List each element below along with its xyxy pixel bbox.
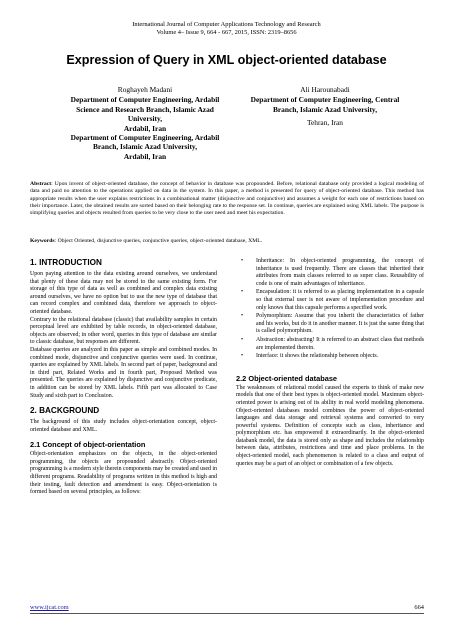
abstract-label: Abstract bbox=[30, 181, 52, 187]
affiliation-line: Ardabil, Iran bbox=[123, 123, 167, 133]
intro-paragraph-2: Contrary to the relational database (classic) that availability samples in certain perceptual level are exhibited by table records, in object-oriented database, objects are observed; in other word, queries in this type of database are similar to classic database, but responses are different. bbox=[30, 316, 217, 346]
bullet-icon: • bbox=[241, 289, 244, 296]
page-number: 664 bbox=[414, 604, 424, 611]
abstract bbox=[30, 181, 424, 217]
right-column bbox=[236, 258, 424, 468]
affiliation-line: University, bbox=[127, 114, 163, 124]
left-column bbox=[30, 258, 217, 497]
journal-header bbox=[0, 21, 453, 37]
list-item bbox=[236, 353, 424, 361]
affiliation-line: Ardabil, Iran bbox=[123, 151, 167, 161]
list-item bbox=[236, 258, 424, 288]
affiliation-line: Branch, Islamic Azad University, bbox=[272, 104, 378, 114]
author-affiliation bbox=[240, 95, 410, 114]
abstract-text: : Upon invent of object-oriented database, the concept of behavior in database was propounded. Before, relational database only provided a logical modeling of data and paid no attention to the operations applied on data in the system. In this paper, a method is presented for query of object-oriented database. This method has appropriate results when the user explains restrictions in a combinational matter (disjunctive and conjunctive) and assumes a weight for each one of restrictions based on their importance. Later, the obtained results are sorted based on their belonging rate to the response set. In continue, queries are explained using XML labels. The purpose is simplifying queries and objects resulted from queries to be very close to the user need and meet his expectation. bbox=[30, 181, 424, 217]
background-paragraph: The background of this study includes object-orientation concept, object-oriented database and XML. bbox=[30, 419, 217, 433]
intro-paragraph-3: Database queries are analyzed in this paper as simple and combined modes. In combined mode, disjunctive and conjunctive queries were used. In continue, queries are explained by XML labels. In second part of paper, background and in third part, Related Works and in fourth part, Proposed Method was presented. The queries are explained by disjunctive and conjunctive predicate, in addition can be stored by XML labels. Fifth part was allocated to Case Study and sixth part to Conclusion. bbox=[30, 346, 217, 399]
footer-divider bbox=[30, 613, 424, 614]
footer-link[interactable]: www.ijcat.com bbox=[30, 604, 69, 611]
section-heading-introduction: 1. INTRODUCTION bbox=[30, 258, 102, 267]
affiliation-line: Department of Computer Engineering, Ardabil bbox=[70, 95, 220, 105]
keywords-text: : Object Oriented, disjunctive queries, conjunctive queries, object-oriented database, XML. bbox=[54, 238, 263, 244]
list-item bbox=[236, 337, 424, 352]
journal-volume: Volume 4– Issue 9, 664 - 667, 2015, ISSN: 2319–8656 bbox=[156, 29, 297, 36]
author-name: Roghayeh Madani bbox=[117, 85, 173, 94]
intro-paragraph-1: Upon paying attention to the data existing around ourselves, we understand that plenty of these data may not be stored to the same existing form. For storage of this type of data as well as combined and complex data existing around ourselves, we have no option but to use the new type of database that can record complex and combined data, therefore we approach to object-oriented database. bbox=[30, 271, 217, 315]
bullet-icon: • bbox=[241, 313, 244, 320]
author-block-2 bbox=[240, 85, 410, 128]
list-item-text: Abstraction: abstracting! It is referred to an abstract class that methods are implemented therein. bbox=[256, 336, 424, 351]
affiliation-line: Science and Research Branch, Islamic Azad bbox=[76, 104, 214, 114]
author-affiliation bbox=[60, 95, 230, 161]
keywords bbox=[30, 238, 424, 245]
principles-list bbox=[236, 258, 424, 361]
affiliation-line: Department of Computer Engineering, Ardabil bbox=[70, 133, 220, 143]
oodb-paragraph: The weaknesses of relational model caused the experts to think of make new models that one of their best types is object-oriented model. Maximum object-oriented power is arising out of its ability in real world modeling phenomena. Object-oriented databases model combines the power of object-oriented languages and data storage and retrieval systems and converted to very powerful systems. Definition of concepts such as class, inheritance and polymorphism etc. has empowered it extraordinarily. In the object-oriented databank model, the data is stored only as shape and includes the relationship between data, attributes, restrictions and time and place problems. In the object-oriented model, each phenomenon is related to a class and output of queries may be a part of an object or combination of a few objects. bbox=[236, 384, 424, 467]
paper-title: Expression of Query in XML object-oriented database bbox=[66, 53, 387, 67]
bullet-icon: • bbox=[241, 353, 244, 360]
subsection-heading-oodb: 2.2 Object-oriented database bbox=[236, 373, 338, 383]
concept-paragraph: Object-orientation emphasizes on the objects, in the object-oriented programming, the objects are propounded abstractly. Object-oriented programming is a modern style therein components may be created and used in different programs. Readability of programs written in this method is high and their testing, fault detection and amendment is easy. Object-orientation is formed based on several principles, as follows: bbox=[30, 451, 217, 496]
bullet-icon: • bbox=[241, 258, 244, 264]
list-item-text: Inheritance: In object-oriented programming, the concept of inheritance is used frequently. There are classes that inherited their attributes from main classes referred to as super class. Reusability of code is one of main advantages of inheritance. bbox=[256, 258, 424, 287]
list-item-text: Interface: it shows the relationship between objects. bbox=[256, 353, 379, 360]
keywords-label: Keywords bbox=[30, 238, 55, 244]
journal-name: International Journal of Computer Applications Technology and Research bbox=[132, 21, 321, 28]
bullet-icon: • bbox=[241, 336, 244, 343]
list-item bbox=[236, 313, 424, 336]
affiliation-line: Department of Computer Engineering, Central bbox=[250, 95, 400, 105]
subsection-heading-concept: 2.1 Concept of object-orientation bbox=[30, 440, 146, 450]
list-item bbox=[236, 289, 424, 312]
author-name: Ali Harounabadi bbox=[300, 85, 350, 94]
author-block-1 bbox=[60, 85, 230, 161]
section-heading-background: 2. BACKGROUND bbox=[30, 406, 100, 416]
affiliation-line: Branch, Islamic Azad University, bbox=[92, 142, 198, 152]
author-location: Tehran, Iran bbox=[306, 118, 343, 128]
list-item-text: Encapsulation: it is referred to as placing implementation in a capsule so that external user is not aware of implementation procedure and only knows that this capsule performs a specified work. bbox=[256, 289, 424, 311]
list-item-text: Polymorphism: Assume that you inherit the characteristics of father and his works, but do it in another manner. It is just the same thing that is called polymorphism. bbox=[256, 313, 424, 335]
